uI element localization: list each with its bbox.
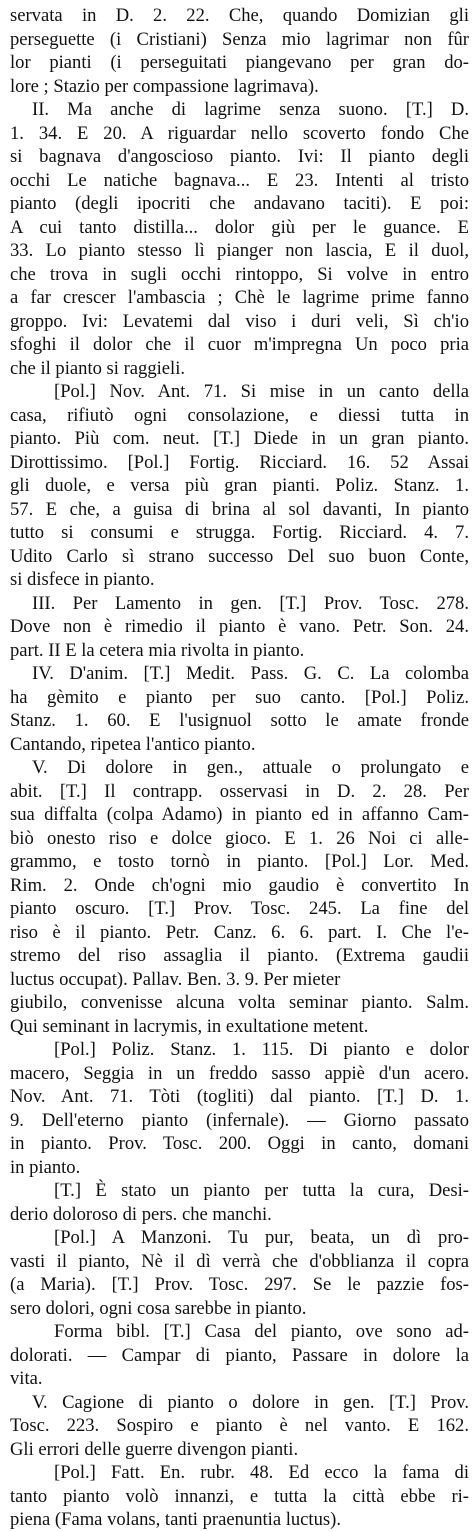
text-line: [T.] È stato un pianto per tutta la cura, Desi- — [54, 1180, 469, 1201]
text-line: (a Maria). [T.] Prov. Tosc. 297. Se le pazzie fos- — [10, 1274, 469, 1295]
entry-text — [10, 4, 469, 1532]
text-line: Stanz. 1. 60. E l'usignuol sotto le amate fronde — [10, 710, 469, 731]
text-line: [Pol.] Nov. Ant. 71. Si mise in un canto della — [54, 381, 469, 402]
text-line: pianto. Più com. neut. [T.] Diede in un gran pianto. — [10, 428, 469, 449]
text-line: 57. E che, a guisa di brina al sol davanti, In pianto — [10, 498, 469, 520]
text-line: si bagnava d'angoscioso pianto. Ivi: Il pianto degli — [10, 146, 469, 167]
text-line: in pianto. — [10, 1156, 81, 1178]
text-line: Nov. Ant. 71. Tòti (togliti) dal pianto. [T.] D. 1. — [10, 1086, 469, 1107]
text-line: A cui tanto distilla... dolor giù per le guance. E — [10, 216, 469, 238]
text-line: riso è il pianto. Petr. Canz. 6. 6. part. I. Che l'e- — [10, 921, 469, 943]
text-line: lor pianti (i perseguitati piangevano per gran do- — [10, 52, 469, 73]
text-line: Dove non è rimedio il pianto è vano. Petr. Son. 24. — [10, 616, 469, 637]
text-line: Tosc. 223. Sospiro e pianto è nel vanto. E 162. — [10, 1415, 469, 1436]
text-line: V. Di dolore in gen., attuale o prolungato e — [32, 757, 469, 778]
text-line: si disfece in pianto. — [10, 569, 155, 590]
text-line: macero, Seggia in un freddo sasso appiè d'un acero. — [10, 1062, 469, 1084]
text-line: part. II E la cetera mia rivolta in pianto. — [10, 639, 305, 661]
text-line: II. Ma anche di lagrime senza suono. [T.] D. — [32, 99, 469, 120]
text-line: biò onesto riso e dolce gioco. E 1. 26 Noi ci alle- — [10, 827, 469, 849]
text-line: groppo. Ivi: Levatemi dal viso i duri veli, Sì ch'io — [10, 310, 469, 332]
text-line: Forma bibl. [T.] Casa del pianto, ove sono ad- — [54, 1321, 469, 1342]
text-line: Qui seminant in lacrymis, in exultatione metent. — [10, 1015, 369, 1037]
text-line: derio doloroso di pers. che manchi. — [10, 1203, 272, 1225]
text-line: sua diffalta (colpa Adamo) in pianto ed in affanno Cam- — [10, 804, 469, 825]
text-line: [Pol.] A Manzoni. Tu pur, beata, un dì pro- — [54, 1227, 469, 1248]
text-line: sfoghi il dolor che il cuor m'impregna Un poco pria — [10, 334, 469, 355]
text-line: abit. [T.] Il contrapp. osservasi in D. 2. 28. Per — [10, 780, 469, 802]
text-line: che il pianto si raggieli. — [10, 357, 186, 379]
text-line: IV. D'anim. [T.] Medit. Pass. G. C. La colomba — [32, 663, 469, 684]
text-line: sero dolori, ogni cosa sarebbe in pianto. — [10, 1297, 307, 1319]
text-line: Rim. 2. Onde ch'ogni mio gaudio è convertito In — [10, 874, 469, 896]
text-line: Udito Carlo sì strano successo Del suo buon Conte, — [10, 545, 469, 567]
text-line: 9. Dell'eterno pianto (infernale). — Giorno passato — [10, 1109, 469, 1131]
text-line: grammo, e tosto tornò in pianto. [Pol.] Lor. Med. — [10, 851, 469, 872]
text-line: [Pol.] Fatt. En. rubr. 48. Ed ecco la fama di — [54, 1462, 469, 1483]
text-line: vita. — [10, 1368, 43, 1389]
text-line: casa, rifiutò ogni consolazione, e diessi tutta in — [10, 404, 469, 426]
text-line: 1. 34. E 20. A riguardar nello scoverto fondo Che — [10, 122, 469, 144]
text-line: occhi Le natiche bagnava... E 23. Intenti al tristo — [10, 169, 469, 191]
text-line: luctus occupat). Pallav. Ben. 3. 9. Per mieter — [10, 968, 341, 990]
text-line: III. Per Lamento in gen. [T.] Prov. Tosc. 278. — [32, 592, 469, 614]
text-line: piena (Fama volans, tanti praenuntia luctus). — [10, 1509, 341, 1530]
text-line: pianto oscuro. [T.] Prov. Tosc. 245. La fine del — [10, 898, 469, 919]
text-line: che trova in sugli occhi rintoppo, Si volve in entro — [10, 263, 469, 285]
text-line: perseguette (i Cristiani) Senza mio lagrimar non fûr — [10, 28, 469, 50]
text-line: tutto si consumi e strugga. Fortig. Ricciard. 4. 7. — [10, 522, 469, 543]
text-line: gli duole, e versa più gran pianti. Poliz. Stanz. 1. — [10, 475, 469, 496]
text-line: pianto (degli ipocriti che andavano taciti). E poi: — [10, 193, 469, 214]
text-line: giubilo, convenisse alcuna volta seminar pianto. Salm. — [10, 992, 469, 1013]
text-line: stremo del riso assaglia il pianto. (Extrema gaudii — [10, 945, 469, 966]
text-line: lore ; Stazio per compassione lagrimava). — [10, 75, 319, 97]
text-line: Cantando, ripetea l'antico pianto. — [10, 733, 256, 755]
text-line: tanto pianto volò innanzi, e tutta la città ebbe ri- — [10, 1485, 469, 1507]
text-line: a far crescer l'ambascia ; Chè le lagrime prime fanno — [10, 287, 469, 308]
text-line: [Pol.] Poliz. Stanz. 1. 115. Di pianto e dolor — [54, 1039, 469, 1060]
text-line: servata in D. 2. 22. Che, quando Domizian gli — [10, 5, 469, 26]
text-line: Dirottissimo. [Pol.] Fortig. Ricciard. 16. 52 Assai — [10, 451, 469, 473]
text-line: dolorati. — Campar di pianto, Passare in dolore la — [10, 1344, 469, 1366]
text-line: Gli errori delle guerre divengon pianti. — [10, 1438, 299, 1460]
text-line: vasti il pianto, Nè il dì verrà che d'obblianza il copra — [10, 1250, 469, 1272]
text-line: in pianto. Prov. Tosc. 200. Oggi in canto, domani — [10, 1133, 469, 1154]
text-line: V. Cagione di pianto o dolore in gen. [T.] Prov. — [32, 1391, 469, 1413]
text-line: 33. Lo pianto stesso lì pianger non lascia, E il duol, — [10, 240, 469, 261]
text-line: ha gèmito e pianto per suo canto. [Pol.] Poliz. — [10, 686, 469, 708]
